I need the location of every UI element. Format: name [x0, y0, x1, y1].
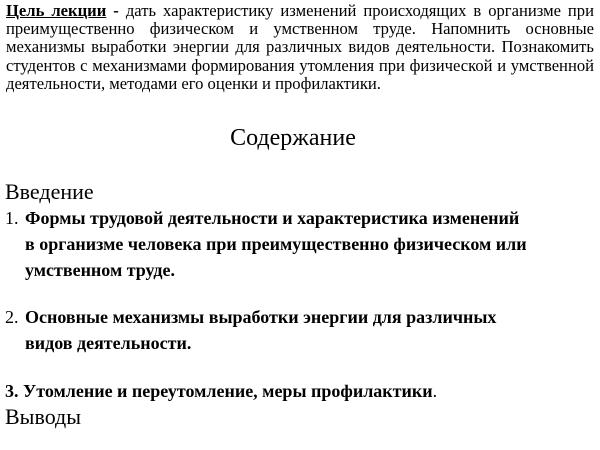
contents-conclusion: Выводы — [5, 404, 82, 429]
contents-item-number: 2. — [5, 307, 19, 327]
lecture-goal-paragraph — [6, 2, 594, 93]
contents-item-number: 3. — [5, 381, 19, 401]
contents-item-number: 1. — [5, 208, 19, 228]
contents-item-line: Утомление и переутомление, меры профилактики — [23, 381, 433, 401]
contents-item-line: умственном труде. — [25, 260, 176, 280]
contents-intro: Введение — [5, 179, 94, 204]
lecture-goal-text: дать характеристику изменений происходящих в организме при преимущественно физическом и умственном труде. Напомнить основные механизмы выработки энергии для различных видов деятельности. Познакомить студентов с механизмами формирования утомления при физической и умственной деятельности, методами его оценки и профилактики. — [6, 1, 594, 93]
lecture-goal-label: Цель лекции — [6, 1, 107, 20]
contents-item-line: видов деятельности. — [25, 333, 192, 353]
contents-item-line: Формы трудовой деятельности и характеристика изменений — [25, 208, 520, 228]
contents-item-line: Основные механизмы выработки энергии для различных — [25, 307, 497, 327]
contents-item-3 — [5, 378, 437, 404]
contents-heading: Содержание — [230, 125, 356, 151]
lecture-goal-dash: - — [113, 1, 119, 20]
contents-item-line: в организме человека при преимущественно физическом или — [25, 234, 527, 254]
contents-item-tail: . — [432, 381, 438, 401]
